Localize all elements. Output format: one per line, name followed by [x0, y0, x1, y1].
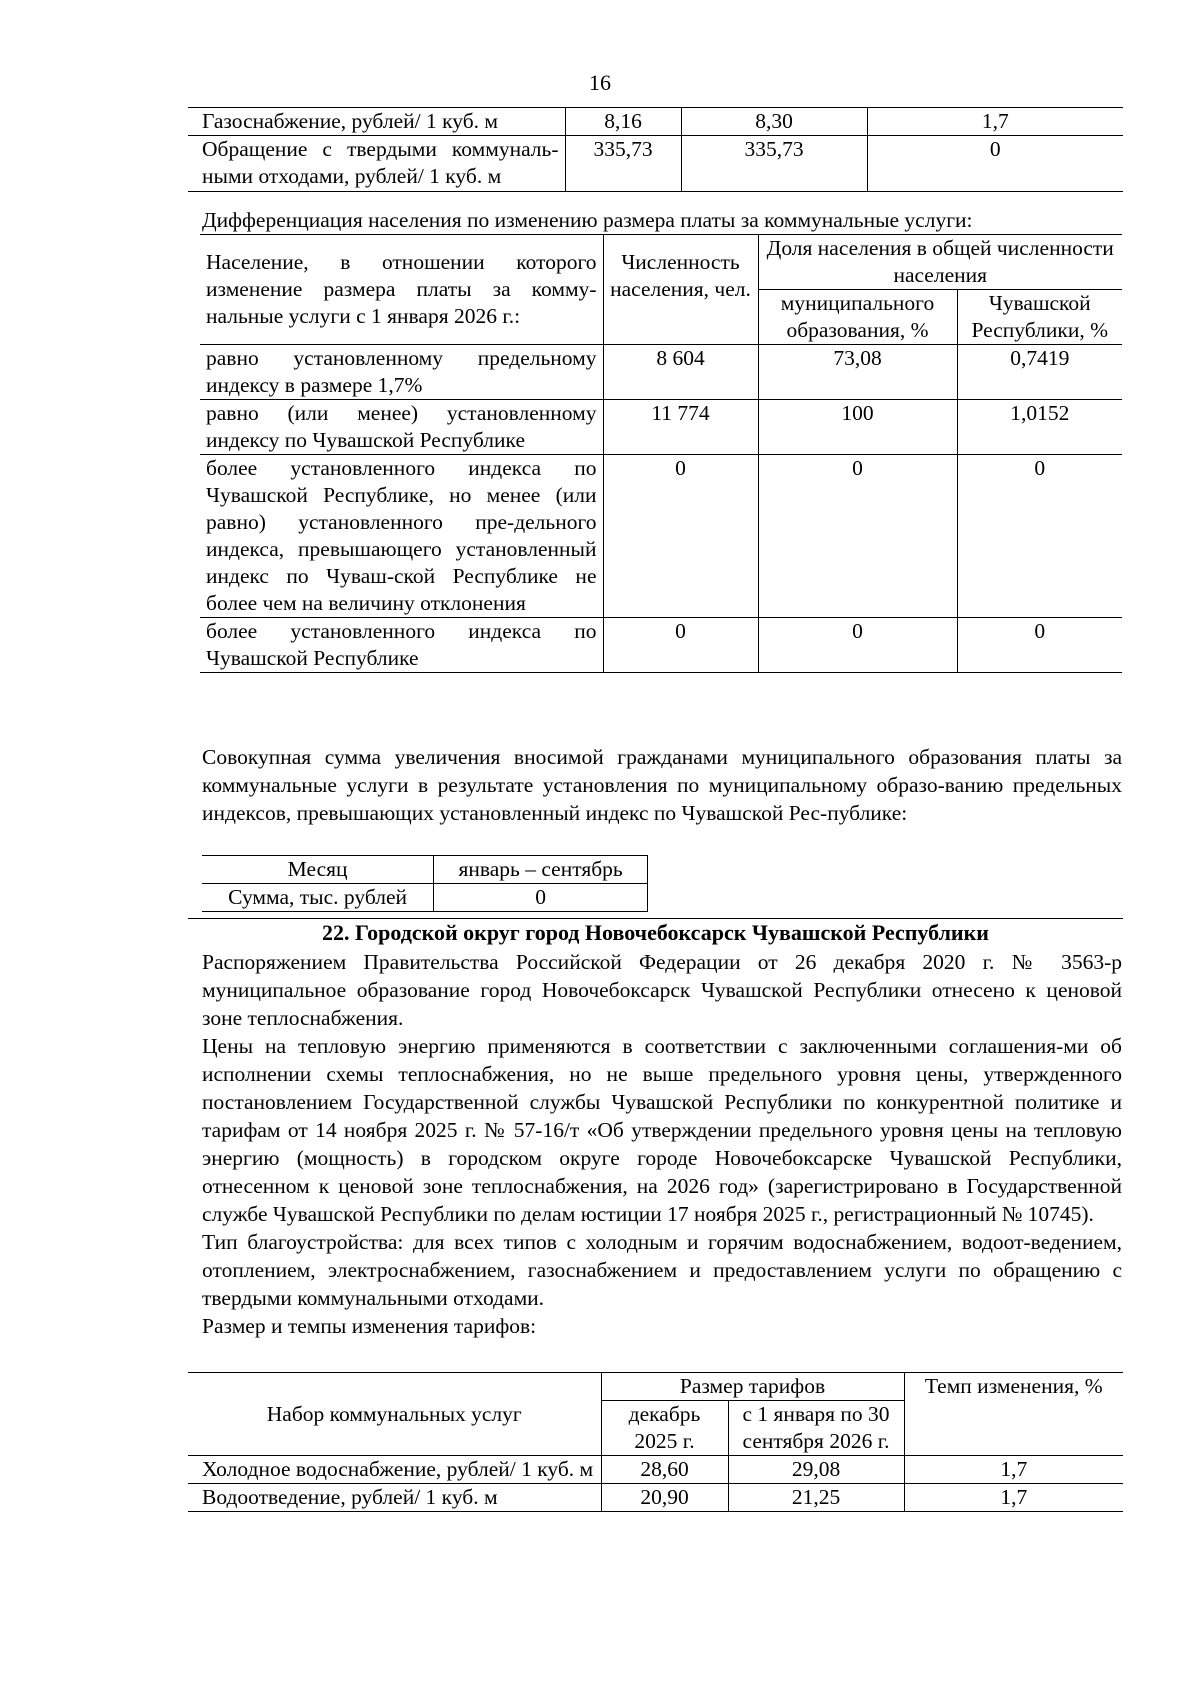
month-label: Месяц: [202, 856, 434, 884]
top-tariff-table: [188, 107, 1123, 192]
row-label: Холодное водоснабжение, рублей/ 1 куб. м: [188, 1456, 601, 1484]
header-municipal: муниципального образования, %: [758, 290, 957, 345]
header-january-september: с 1 января по 30 сентября 2026 г.: [728, 1401, 904, 1456]
table-row: [200, 400, 1122, 455]
total-increase-text: Совокупная сумма увеличения вносимой гражданами муниципального образования платы за коммунальные услуги в результате установления по муниципальному образо-ванию предельных индексов, превышающих установленный индекс по Чувашской Рес-публике:: [202, 745, 1122, 825]
dec-value: 28,60: [601, 1456, 728, 1484]
table-row: [188, 1456, 1123, 1484]
paragraph-improvement-type: Тип благоустройства: для всех типов с холодным и горячим водоснабжением, водоот-ведением, отоплением, электроснабжением, газоснабжением и предоставлением услуги по обращению с твердыми коммунальными отходами.: [202, 1230, 1122, 1310]
table-row: [200, 618, 1122, 673]
paragraph-ordinance: Распоряжением Правительства Российской Федерации от 26 декабря 2020 г. № 3563-р муниципальное образование город Новочебоксарск Чувашской Республики отнесено к ценовой зоне теплоснабжения.: [202, 950, 1122, 1030]
row-label: более установленного индекса по Чувашской Республике, но менее (или равно) установленного пре-дельного индекса, превышающего установленный индекс по Чуваш-ской Республике не более чем на величину отклонения: [200, 455, 603, 618]
municipal-value: 0: [758, 618, 957, 673]
rate-value: 0: [867, 136, 1123, 192]
count-value: 8 604: [603, 345, 758, 400]
month-value: январь – сентябрь: [434, 856, 648, 884]
republic-value: 0: [957, 618, 1122, 673]
differentiation-title: Дифференциация населения по изменению размера платы за коммунальные услуги:: [202, 208, 973, 232]
row-label: Газоснабжение, рублей/ 1 куб. м: [188, 108, 565, 136]
municipal-value: 0: [758, 455, 957, 618]
section-body: [202, 948, 1122, 1340]
dec-value: 335,73: [565, 136, 681, 192]
header-republic: Чувашской Республики, %: [957, 290, 1122, 345]
sum-table: [202, 855, 648, 912]
dec-value: 8,16: [565, 108, 681, 136]
row-label: равно установленному предельному индексу в размере 1,7%: [200, 345, 603, 400]
table-row: [188, 1484, 1123, 1512]
differentiation-table: [200, 234, 1122, 673]
row-label: более установленного индекса по Чувашской Республике: [200, 618, 603, 673]
municipal-value: 100: [758, 400, 957, 455]
rate-value: 1,7: [904, 1456, 1123, 1484]
rate-value: 1,7: [904, 1484, 1123, 1512]
jan-value: 335,73: [681, 136, 867, 192]
republic-value: 0,7419: [957, 345, 1122, 400]
table-row: [200, 455, 1122, 618]
paragraph-prices: Цены на тепловую энергию применяются в соответствии с заключенными соглашения-ми об исполнении схемы теплоснабжения, но не выше предельного уровня цены, утвержденного постановлением Государственной службы Чувашской Республики по конкурентной политике и тарифам от 14 ноября 2025 г. № 57-16/т «Об утверждении предельного уровня цены на тепловую энергию (мощность) в городском округе городе Новочебоксарске Чувашской Республики, отнесенном к ценовой зоне теплоснабжения, на 2026 год» (зарегистрировано в Государственной службе Чувашской Республики по делам юстиции 17 ноября 2025 г., регистрационный № 10745).: [202, 1034, 1122, 1226]
republic-value: 1,0152: [957, 400, 1122, 455]
row-label: Обращение с твердыми коммуналь-ными отходами, рублей/ 1 куб. м: [188, 136, 565, 192]
jan-value: 8,30: [681, 108, 867, 136]
header-december: декабрь 2025 г.: [601, 1401, 728, 1456]
table-row: [188, 136, 1123, 192]
sum-value: 0: [434, 884, 648, 912]
sum-label: Сумма, тыс. рублей: [202, 884, 434, 912]
table-row: [200, 345, 1122, 400]
section-title: 22. Городской округ город Новочебоксарск Чувашской Республики: [322, 920, 989, 945]
paragraph-tariffs-intro: Размер и темпы изменения тарифов:: [202, 1314, 537, 1338]
jan-value: 21,25: [728, 1484, 904, 1512]
jan-value: 29,08: [728, 1456, 904, 1484]
header-tariff-size: Размер тарифов: [601, 1373, 904, 1401]
page-number: 16: [589, 70, 611, 95]
header-services-set: Набор коммунальных услуг: [188, 1373, 601, 1456]
row-label: Водоотведение, рублей/ 1 куб. м: [188, 1484, 601, 1512]
row-label: равно (или менее) установленному индексу по Чувашской Республике: [200, 400, 603, 455]
count-value: 11 774: [603, 400, 758, 455]
rate-value: 1,7: [867, 108, 1123, 136]
republic-value: 0: [957, 455, 1122, 618]
header-change-rate: Темп изменения, %: [904, 1373, 1123, 1456]
count-value: 0: [603, 455, 758, 618]
municipal-value: 73,08: [758, 345, 957, 400]
count-value: 0: [603, 618, 758, 673]
dec-value: 20,90: [601, 1484, 728, 1512]
tariff-table: [188, 1372, 1123, 1512]
header-count: Численность населения, чел.: [603, 235, 758, 345]
header-share: Доля населения в общей численности населения: [758, 235, 1122, 290]
table-row: [188, 108, 1123, 136]
header-population: Население, в отношении которого изменение размера платы за комму-нальные услуги с 1 января 2026 г.:: [200, 235, 603, 345]
